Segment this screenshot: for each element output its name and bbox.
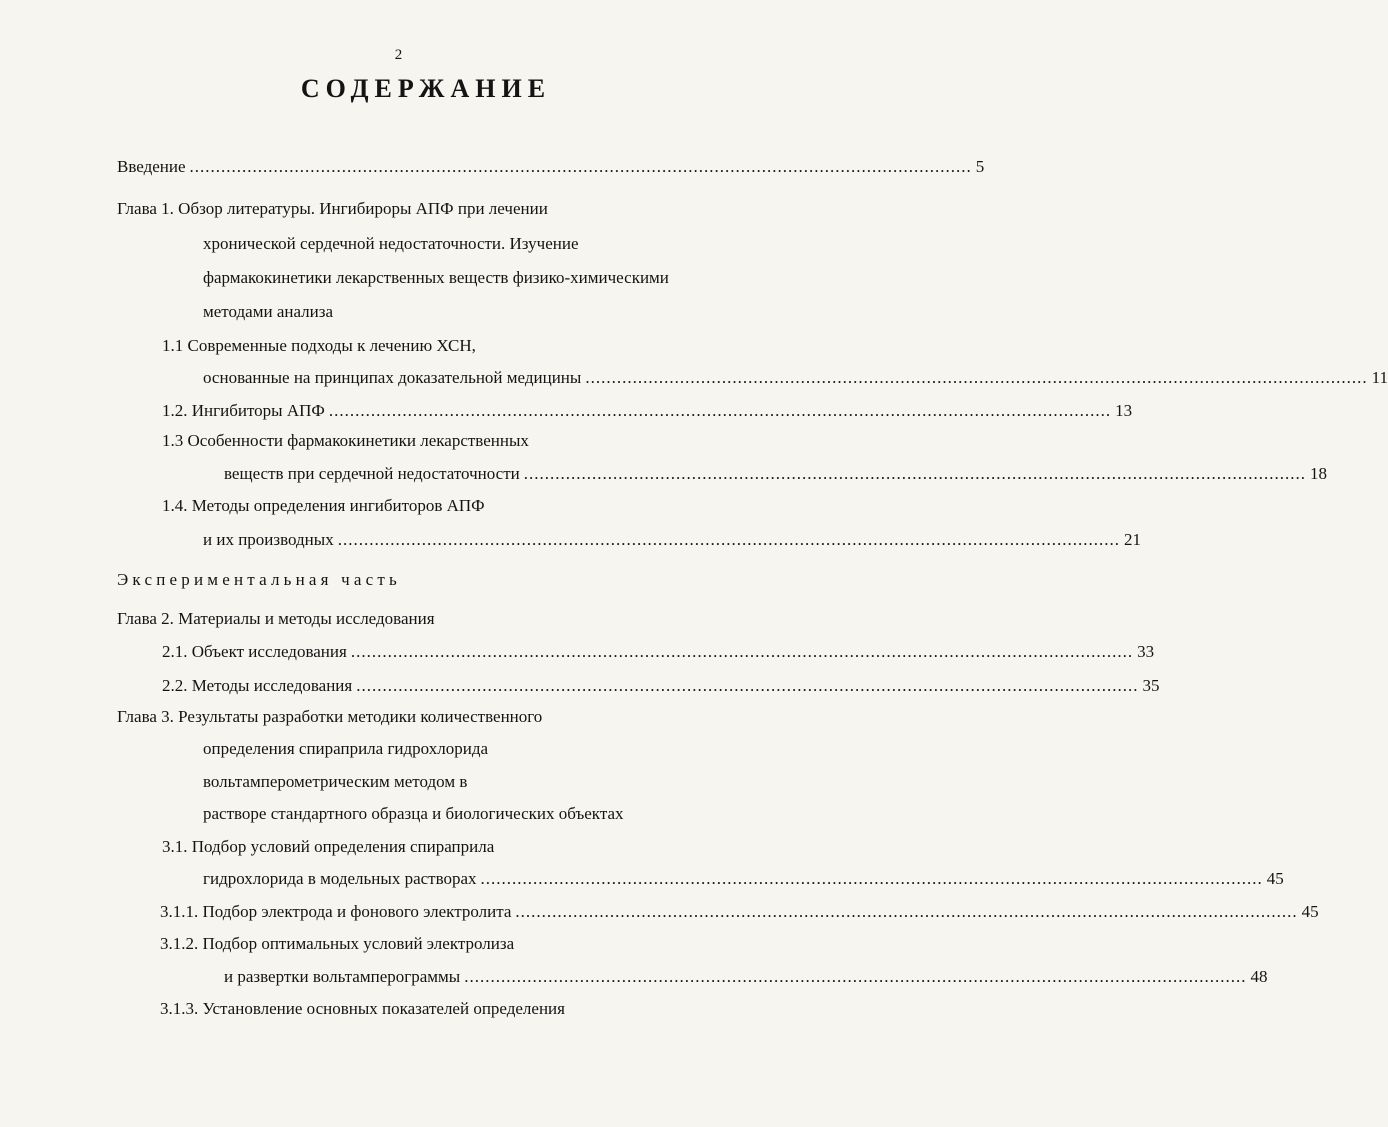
- toc-chapter-3[interactable]: Глава 3. Результаты разработки методики количественного: [117, 707, 543, 726]
- toc-section-1-1-cont[interactable]: [203, 366, 1388, 390]
- toc-section-1-4[interactable]: 1.4. Методы определения ингибиторов АПФ: [162, 496, 485, 515]
- toc-leader-dots: .....................................................................................................................................................: [337, 530, 1120, 549]
- page-title: СОДЕРЖАНИЕ: [300, 74, 552, 103]
- toc-page-number: 45: [1301, 902, 1319, 921]
- toc-chapter-3-cont: растворе стандартного образца и биологических объектах: [203, 804, 624, 823]
- toc-page-number: 13: [1115, 401, 1133, 420]
- toc-leader-dots: .....................................................................................................................................................: [480, 869, 1263, 888]
- toc-entry-text: основанные на принципах доказательной медицины: [203, 368, 582, 387]
- toc-page-number: 21: [1123, 530, 1141, 549]
- toc-page-number: 48: [1250, 967, 1268, 986]
- toc-section-3-1-2-cont[interactable]: [224, 965, 1268, 989]
- toc-leader-dots: .....................................................................................................................................................: [585, 368, 1368, 387]
- toc-chapter-3-cont: определения спираприла гидрохлорида: [203, 739, 489, 758]
- page-number: 2: [394, 47, 403, 63]
- toc-section-1-2[interactable]: [162, 399, 1133, 423]
- toc-entry-text: 3.1.1. Подбор электрода и фонового электролита: [160, 902, 512, 921]
- toc-chapter-1-cont: хронической сердечной недостаточности. Изучение: [203, 234, 579, 253]
- toc-section-1-3[interactable]: 1.3 Особенности фармакокинетики лекарственных: [162, 431, 529, 450]
- toc-leader-dots: .....................................................................................................................................................: [328, 401, 1112, 420]
- toc-entry-text: 2.1. Объект исследования: [162, 642, 347, 661]
- toc-entry-text: гидрохлорида в модельных растворах: [203, 869, 477, 888]
- toc-page-number: 11: [1371, 368, 1388, 387]
- toc-leader-dots: .....................................................................................................................................................: [350, 642, 1134, 661]
- toc-page-number: 33: [1137, 642, 1155, 661]
- toc-chapter-3-cont: вольтамперометрическим методом в: [203, 772, 468, 791]
- toc-page-number: 18: [1310, 464, 1328, 483]
- toc-page-number: 45: [1266, 869, 1284, 888]
- toc-section-3-1-3[interactable]: 3.1.3. Установление основных показателей определения: [160, 999, 565, 1018]
- toc-entry-text: 2.2. Методы исследования: [162, 676, 353, 695]
- toc-chapter-2[interactable]: Глава 2. Материалы и методы исследования: [117, 609, 435, 628]
- toc-entry-text: 1.2. Ингибиторы АПФ: [162, 401, 325, 420]
- toc-leader-dots: .....................................................................................................................................................: [189, 157, 972, 176]
- toc-leader-dots: .....................................................................................................................................................: [523, 464, 1307, 483]
- toc-section-3-1-1[interactable]: [160, 900, 1319, 924]
- toc-chapter-1[interactable]: Глава 1. Обзор литературы. Ингибироры АПФ при лечении: [117, 199, 548, 218]
- toc-entry-intro[interactable]: [117, 155, 985, 179]
- toc-part-experimental[interactable]: Экспериментальная часть: [117, 570, 401, 589]
- toc-leader-dots: .....................................................................................................................................................: [515, 902, 1298, 921]
- toc-section-1-1[interactable]: 1.1 Современные подходы к лечению ХСН,: [162, 336, 476, 355]
- toc-entry-text: и развертки вольтамперограммы: [224, 967, 461, 986]
- toc-section-3-1[interactable]: 3.1. Подбор условий определения спираприла: [162, 837, 495, 856]
- toc-leader-dots: .....................................................................................................................................................: [356, 676, 1139, 695]
- toc-entry-text: веществ при сердечной недостаточности: [224, 464, 520, 483]
- toc-section-3-1-cont[interactable]: [203, 867, 1284, 891]
- toc-entry-text: и их производных: [203, 530, 334, 549]
- toc-entry-text: Введение: [117, 157, 186, 176]
- toc-page-number: 5: [975, 157, 985, 176]
- toc-chapter-1-cont: методами анализа: [203, 302, 333, 321]
- toc-section-1-3-cont[interactable]: [224, 462, 1328, 486]
- toc-section-3-1-2[interactable]: 3.1.2. Подбор оптимальных условий электролиза: [160, 934, 515, 953]
- toc-section-2-1[interactable]: [162, 640, 1155, 664]
- toc-section-2-2[interactable]: [162, 674, 1160, 698]
- toc-page-number: 35: [1142, 676, 1160, 695]
- toc-section-1-4-cont[interactable]: [203, 528, 1141, 552]
- toc-leader-dots: .....................................................................................................................................................: [464, 967, 1247, 986]
- toc-chapter-1-cont: фармакокинетики лекарственных веществ физико-химическими: [203, 268, 669, 287]
